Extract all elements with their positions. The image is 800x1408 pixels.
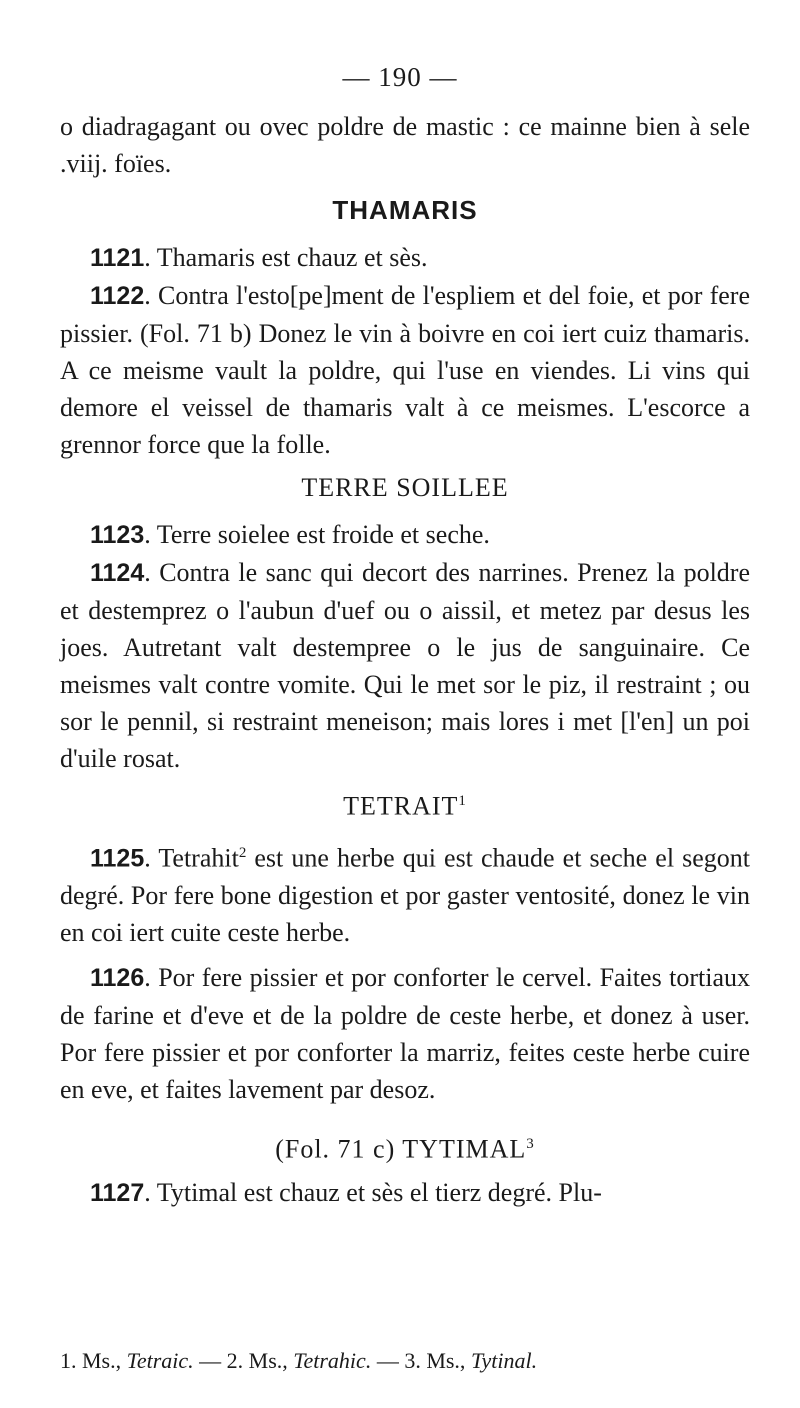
footnote-1-prefix: 1. Ms., [60, 1348, 127, 1373]
entry-1122 [60, 277, 750, 463]
title-text: (Fol. 71 c) TYTIMAL [275, 1134, 527, 1164]
entry-text: . Tytimal est chauz et sès el tierz degré. Plu- [144, 1177, 602, 1207]
entry-1124 [60, 554, 750, 777]
body-text [60, 108, 750, 1212]
entry-text: . Tetrahit [144, 843, 239, 873]
entry-1123 [60, 516, 750, 554]
entry-number: 1124 [90, 559, 145, 587]
entry-1121 [60, 239, 750, 277]
footnote-2-text: Tetrahic. [293, 1348, 372, 1373]
page-number: — 190 — [342, 62, 458, 92]
entry-1126 [60, 959, 750, 1108]
entry-text: . Contra l'esto[pe]ment de l'espliem et del foie, et por fere pissier. (Fol. 71 b) Donez le vin à boivre en coi iert cuiz thamaris. A ce meisme vault la poldre, qui l'use en viendes. Li vins qui demore el veissel de thamaris valt à ce meismes. L'escorce a grennor force que la folle. [60, 281, 750, 459]
entry-text: . Por fere pissier et por conforter le cervel. Faites tortiaux de farine et d'eve et de la poldre de ceste herbe, et donez à user. Por fere pissier et por conforter la marriz, feites ceste herbe cuire en eve, et faites lavement par desoz. [60, 963, 750, 1105]
footnote-2-prefix: — 2. Ms., [193, 1348, 294, 1373]
footnote-3-prefix: — 3. Ms., [371, 1348, 471, 1373]
entry-number: 1122 [90, 282, 145, 310]
footnote-3-text: Tytinal. [470, 1348, 538, 1373]
section-title-terre-soillee: TERRE SOILLEE [301, 473, 509, 502]
entry-text: . Thamaris est chauz et sès. [144, 243, 428, 272]
title-text: TETRAIT [343, 791, 459, 821]
section-title-tetrait [60, 783, 750, 825]
footnote-1-text: Tetraic. [126, 1348, 194, 1373]
entry-number: 1127 [90, 1178, 145, 1207]
entry-number: 1126 [90, 964, 145, 993]
entry-1125 [60, 835, 750, 952]
entry-text-cont: est une herbe qui est chaude et seche el segont degré. Por fere bone digestion et por gaster ventosité, donez le vin en coi iert cuite ceste herbe. [60, 843, 750, 948]
entry-text: . Contra le sanc qui decort des narrines. Prenez la poldre et destemprez o l'aubun d'uef ou o aissil, et metez par desus les joes. Autretant valt destempree o le jus de sanguinaire. Ce meismes valt contre vomite. Qui le met sor le piz, il restraint ; ou sor le pennil, si restraint meneison; mais lores i met [l'en] un poi d'uile rosat. [60, 558, 750, 773]
section-title-thamaris: THAMARIS [332, 195, 478, 225]
footnote-marker: 3 [526, 1136, 535, 1153]
entry-1127 [60, 1174, 750, 1212]
footnote-marker: 1 [458, 793, 467, 809]
entry-number: 1121 [90, 244, 145, 272]
entry-number: 1125 [90, 844, 145, 873]
entry-text: . Terre soielee est froide et seche. [144, 520, 490, 549]
entry-number: 1123 [90, 521, 145, 549]
footnote-marker: 2 [238, 844, 247, 861]
paragraph-continued: o diadragagant ou ovec poldre de mastic : ce mainne bien à sele .viij. foïes. [60, 112, 750, 178]
section-title-tytimal [60, 1126, 750, 1168]
footnotes [60, 1348, 750, 1374]
